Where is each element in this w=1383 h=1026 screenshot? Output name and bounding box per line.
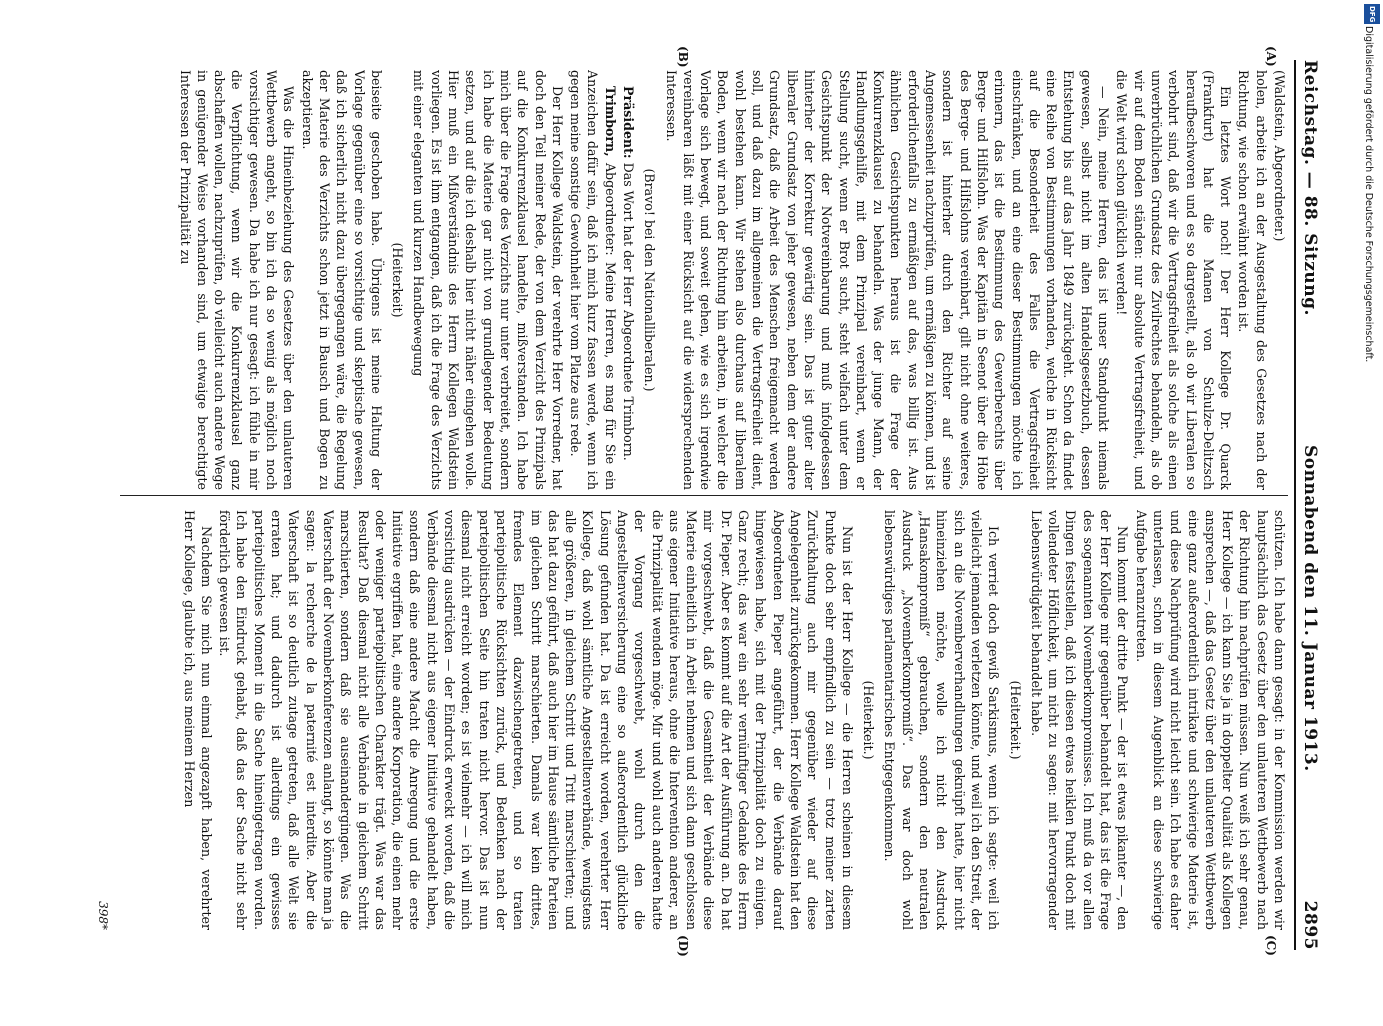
paragraph: Nachdem Sie mich nun einmal angezapft haben, verehrter Herr Kollege, glaubte ich, aus meinem Herzen bbox=[181, 510, 214, 930]
header-left: Reichstag. — 88. Sitzung. bbox=[1300, 60, 1320, 316]
page-number: 2895 bbox=[1300, 900, 1320, 950]
right-column bbox=[120, 510, 1288, 930]
margin-marker-b: (B) bbox=[676, 46, 690, 68]
credit-text: Digitalisierung gefördert durch die Deutsche Forschungsgemeinschaft. bbox=[1363, 26, 1374, 363]
paragraph: Nun kommt der dritte Punkt — der ist etwas pikanter —, den der Herr Kollege mir gegenüber behandelt hat, das ist die Frage des sogenannten Novemberkompromisses. Ich muß da vor allen Dingen feststellen, daß ich diesen etwas heiklen Punkt doch mit vollendeter Höflichkeit, um nicht zu sagen: mit hervorragender Liebenswürdigkeit behandelt habe. bbox=[1028, 510, 1131, 930]
interjection: (Heiterkeit) bbox=[390, 242, 406, 318]
margin-marker-a: (A) bbox=[1264, 46, 1278, 67]
paragraph: — Nein, meine Herren, das ist unser Standpunkt niemals gewesen, selbst nicht im alten Handelsgesetzbuch, dessen Entstehung bis auf das Jahr 1849 zurückgeht. Schon da findet eine Reihe von Bestimmungen vorhanden, welche in Rücksicht auf die Besonderheit des Falles die Vertragsfreiheit einschränken, und an eine dieser Bestimmungen möchte ich erinnern, das ist die Bestimmung des Gewerberechts über Berge- und Hilfslohn. Was der Kapitän in Seenot über die Höhe des Berge- und Hilfslohns vereinbart, gilt nicht ohne weiteres, sondern ist hinterher durch den Richter auf seine Angemessenheit nachzuprüfen, um ermäßigen zu können, und ist erforderlichenfalls zu ermäßigen auf das, was billig ist. Aus ähnlichen Gesichtspunkten heraus ist die Frage der Konkurrenzklausel zu behandeln. Was der junge Mann, der Handlungsgehilfe, mit dem Prinzipal vereinbart, wenn er Stellung sucht, wenn er Brot sucht, steht vielfach unter dem Gesichtspunkt der Notvereinbarung und muß infolgedessen hinterher der Korrektur gewärtig sein. Das ist guter alter liberaler Grundsatz von jeher gewesen, neben dem der andere Grundsatz, daß die Arbeit des Menschen freigemacht werden soll, und daß dazu im allgemeinen die Vertragsfreiheit dient, wohl bestehen kann. Wir stehen also durchaus auf liberalem Boden, wenn wir nach der Richtung hin arbeiten, in welcher die Vorlage sich bewegt, und soweit gehen, wie es sich irgendwie vereinbaren läßt mit einer Rücksicht auf die widersprechenden Interessen. bbox=[663, 70, 1112, 490]
paragraph: schützen. Ich habe dann gesagt: in der Kommission werden wir hauptsächlich das Gesetz über den unlauteren Wettbewerb nach der Richtung hin nachprüfen müssen. Nun weiß ich sehr genau, Herr Kollege — ich kann Sie ja in doppelter Qualität als Kollegen ansprechen —, daß das Gesetz über den unlauteren Wettbewerb eine ganz außerordentlich intrikate und schwierige Materie ist, und diese Nachprüfung wird nicht leicht sein. Ich habe es daher unterlassen, schon in diesem Augenblick an diese schwierige Aufgabe heranzutreten. bbox=[1133, 510, 1287, 930]
column-divider bbox=[120, 495, 1288, 496]
paragraph: Ein letztes Wort noch! Der Herr Kollege Dr. Quarck (Frankfurt) hat die Manen von Schulze-Delitzsch heraufbeschworen und es so dargestellt, als ob wir Liberalen so verbohrt sind, daß wir die Vertragsfreiheit als solche als einen unverbrüchlichen Grundsatz des Zivilrechtes behandeln, als ob wir auf dem Boden ständen: nur absolute Vertragsfreiheit, und die Welt wird schon glücklich werden! bbox=[1114, 70, 1234, 490]
speaker-name: Präsident: bbox=[621, 86, 637, 159]
digitization-credit bbox=[1356, 0, 1380, 1000]
header-date: Sonnabend den 11. Januar 1913. bbox=[1300, 445, 1320, 772]
margin-marker-d: (D) bbox=[676, 935, 690, 957]
paragraph: Was die Hineinbeziehung des Gesetzes über den unlauteren Wettbewerb angeht, so bin ich da so wenig als möglich noch vorsichtiger gewesen. Da habe ich nur gesagt: ich fühle in mir die Verpflichtung, wenn wir die Konkurrenzklausel ganz abschaffen wollen, nachzuprüfen, ob vielleicht auch andere Wege in genügender Weise vorhanden sind, um etwaige berechtigte Interessen der Prinzipalität zu bbox=[177, 70, 297, 490]
interjection: (Heiterkeit.) bbox=[861, 680, 877, 760]
interjection: (Heiterkeit.) bbox=[1007, 680, 1023, 760]
speaker-paragraph bbox=[620, 70, 637, 490]
page-header bbox=[1294, 60, 1330, 950]
signature-mark: 398* bbox=[96, 901, 110, 930]
paragraph: Ich verriet doch gewiß Sarkismus, wenn ich sagte: weil ich vielleicht jemanden verletzen könnte, und weil ich den Streit, der sich an die Novemberverhandlungen geknüpft hatte, hier nicht hineinziehen möchte, wolle ich nicht den Ausdruck „Hansakompromiß“ gebrauchen, sondern den neutralen Ausdruck „Novemberkompromiß“. Das war doch wohl liebenswürdiges parlamentarisches Entgegenkommen. bbox=[882, 510, 1002, 930]
speaker-paragraph bbox=[567, 70, 619, 490]
paragraph: holen, arbeite ich an der Ausgestaltung des Gesetzes nach der Richtung, wie schon erwähnt worden ist. bbox=[1236, 70, 1269, 490]
rotated-page bbox=[90, 40, 1330, 970]
paragraph: (Waldstein, Abgeordneter.) bbox=[1272, 70, 1287, 242]
speaker-text: Abgeordneter: Meine Herren, es mag für Sie ein Anzeichen dafür sein, daß ich mich kurz fassen werde, wenn ich gegen meine sonstige Gewohnheit hier vom Platze aus rede. bbox=[568, 70, 618, 490]
margin-marker-c: (C) bbox=[1264, 935, 1278, 956]
left-column bbox=[120, 70, 1288, 490]
interjection: (Bravo! bei den Nationalliberalen.) bbox=[642, 168, 658, 392]
speaker-text: Das Wort hat der Herr Abgeordnete Trimborn. bbox=[621, 158, 637, 461]
speaker-name: Trimborn, bbox=[602, 86, 618, 157]
dfg-logo-text: DFG bbox=[1368, 5, 1376, 23]
paragraph: Nun ist der Herr Kollege — die Herren scheinen in diesem Punkte doch sehr empfindlich zu sein — trotz meiner zarten Zurückhaltung auch mir gegenüber wieder auf diese Angelegenheit zurückgekommen. Herr Kollege Waldstein hat den Abgeordneten Pieper angeführt, der die Verbände darauf hingewiesen habe, sich mit der Prinzipalität doch zu einigen. Ganz recht; das war ein sehr vernünftiger Gedanke des Herrn Dr. Pieper. Aber es kommt auf die Art der Ausführung an. Da hat mir vorgeschwebt, daß die Gesamtheit der Verbände diese Materie einheitlich in Arbeit nehmen und sich dann geschlossen aus eigener Initiative heraus, ohne die Intervention anderer, an die Prinzipalität wenden möge. Mir und wohl auch anderen hatte der Vorgang vorgeschwebt, wohl durch den die Angestelltenversicherung eine so außerordentlich glückliche Lösung gefunden hat. Da ist erreicht worden, verehrter Herr Kollege, daß wohl sämtliche Angestelltenverbände, wenigstens alle größeren, in gleichem Schritt und Tritt marschierten; und das hat dazu geführt, daß auch hier im Hause sämtliche Parteien im gleichen Schritt marschierten. Damals war kein drittes, fremdes Element dazwischengetreten, und so traten parteipolitische Rücksichten zurück, und Bedenken nach der parteipolitischen Seite hin traten nicht hervor. Das ist nun diesmal nicht erreicht worden; es ist vielmehr — ich will mich vorsichtig ausdrücken — der Eindruck erweckt worden, daß die Verbände diesmal nicht aus eigener Initiative gehandelt haben, sondern daß eine andere Macht die Anregung und die erste Initiative ergriffen hat, eine andere Korporation, die einen mehr oder weniger parteipolitischen Charakter trägt. Was war das Resultat? Daß diesmal nicht alle Verbände in gleichem Schritt marschierten, sondern daß sie auseinandergingen. Was die Vaterschaft der Novemberkonferenzen anlangt, so könnte man ja sagen: la recherche de la paternité est interdite. Aber die Vaterschaft ist so deutlich zutage getreten, daß alle Welt sie erraten hat; und dadurch ist allerdings ein gewisses parteipolitisches Moment in die Sache hineingetragen worden. Ich habe den Eindruck gehabt, daß das der Sache nicht sehr förderlich gewesen ist. bbox=[217, 510, 855, 930]
paragraph: Der Herr Kollege Waldstein, der verehrte Herr Vorredner, hat doch den Teil meiner Rede, der von dem Verzicht des Prinzipals auf die Konkurrenzklausel handelte, mißverstanden. Ich habe mich über die Frage des Verzichts nur unter verbreitet, sondern ich habe die Materie gar nicht von grundlegender Bedeutung setzen, und auf die ich deshalb hier nicht näher eingehen wolle. Hier muß ein Mißverständnis des Herrn Kollegen Waldstein vorliegen. Es ist ihm entgangen, daß ich die Frage des Verzichts mit einer eleganten und kurzen Handbewegung bbox=[411, 70, 565, 490]
paragraph: beiseite geschoben habe. Übrigens ist meine Haltung der Vorlage gegenüber eine so vorsichtige und skeptische gewesen, daß ich sicherlich nicht dazu übergegangen wäre, die Regelung der Materie des Verzichts schon jetzt in Bausch und Bogen zu akzeptieren. bbox=[299, 70, 384, 490]
